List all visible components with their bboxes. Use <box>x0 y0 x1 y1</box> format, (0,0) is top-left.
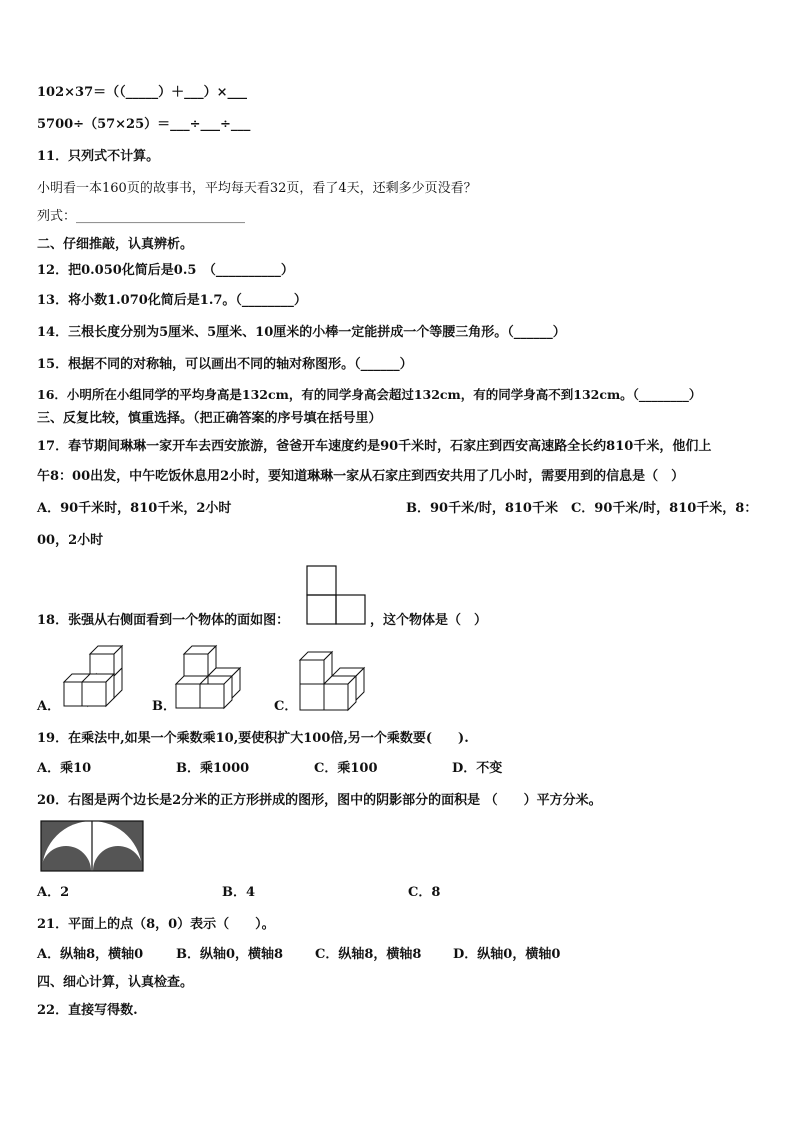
question-19-option-c: C．乘100 <box>314 761 378 776</box>
question-20-option-b: B．4 <box>222 885 256 900</box>
question-19-option-b: B．乘1000 <box>176 761 250 776</box>
question-22: 22．直接写得数. <box>37 1003 138 1018</box>
cube-figure-a <box>62 642 126 712</box>
question-21-option-c: C．纵轴8，横轴8 <box>315 947 422 962</box>
question-21-option-a: A．纵轴8，横轴0 <box>37 947 144 962</box>
question-20-option-a: A．2 <box>37 885 70 900</box>
question-16: 16．小明所在小组同学的平均身高是132cm，有的同学身高会超过132cm，有的同学身高不到132cm。（________） <box>37 387 702 402</box>
question-19: 19．在乘法中,如果一个乘数乘10,要使积扩大100倍,另一个乘数要( ). <box>37 731 469 746</box>
question-17-option-a: A．90千米时，810千米，2小时 <box>37 501 232 516</box>
section-4-title: 四、细心计算，认真检查。 <box>37 975 194 990</box>
question-21: 21．平面上的点（8，0）表示（ ）。 <box>37 917 275 932</box>
question-17-line2: 午8：00出发，中午吃饭休息用2小时，要知道琳琳一家从石家庄到西安共用了几小时，需要用到的信息是（ ） <box>37 469 685 484</box>
question-12: 12．把0.050化简后是0.5 （__________） <box>37 263 294 278</box>
question-11: 11．只列式不计算。 <box>37 149 160 164</box>
question-18-option-b-label: B． <box>152 699 176 714</box>
question-20: 20．右图是两个边长是2分米的正方形拼成的图形，图中的阴影部分的面积是 （ ）平方分米。 <box>37 793 602 808</box>
question-13: 13．将小数1.070化简后是1.7。（________） <box>37 293 307 308</box>
question-19-option-d: D．不变 <box>452 761 503 776</box>
line-5700: 5700÷（57×25）＝___÷___÷___ <box>37 117 251 132</box>
question-11-text: 小明看一本160页的故事书，平均每天看32页，看了4天，还剩多少页没看？ <box>37 181 477 196</box>
question-17-option-c-continued: 00，2小时 <box>37 533 104 548</box>
question-17-line1: 17．春节期间琳琳一家开车去西安旅游，爸爸开车速度约是90千米时，石家庄到西安高速路全长约810千米，他们上 <box>37 439 712 454</box>
question-18-option-a-label: A． <box>37 699 61 714</box>
question-17-option-bc: B．90千米/时，810千米 C．90千米/时，810千米，8： <box>406 501 758 516</box>
side-view-figure <box>306 565 368 625</box>
question-11-formula: 列式：__________________________ <box>37 209 246 224</box>
section-2-title: 二、仔细推敲，认真辨析。 <box>37 237 194 252</box>
question-18-prefix: 18．张强从右侧面看到一个物体的面如图： <box>37 613 290 628</box>
question-19-option-a: A．乘10 <box>37 761 92 776</box>
question-14: 14．三根长度分别为5厘米、5厘米、10厘米的小棒一定能拼成一个等腰三角形。（______） <box>37 325 566 340</box>
section-3-title: 三、反复比较，慎重选择。（把正确答案的序号填在括号里） <box>37 411 382 426</box>
question-15: 15．根据不同的对称轴，可以画出不同的轴对称图形。（______） <box>37 357 413 372</box>
line-102x37: 102×37＝（（_____）＋___）×___ <box>37 85 248 100</box>
question-21-option-b: B．纵轴0，横轴8 <box>176 947 284 962</box>
question-20-option-c: C．8 <box>408 885 441 900</box>
question-21-option-d: D．纵轴0，横轴0 <box>453 947 561 962</box>
question-18-option-c-label: C． <box>274 699 298 714</box>
question-18-suffix: ，这个物体是（ ） <box>370 613 488 628</box>
cube-figure-c <box>298 648 370 714</box>
cube-figure-b <box>174 642 246 712</box>
shaded-squares-figure <box>40 820 146 872</box>
